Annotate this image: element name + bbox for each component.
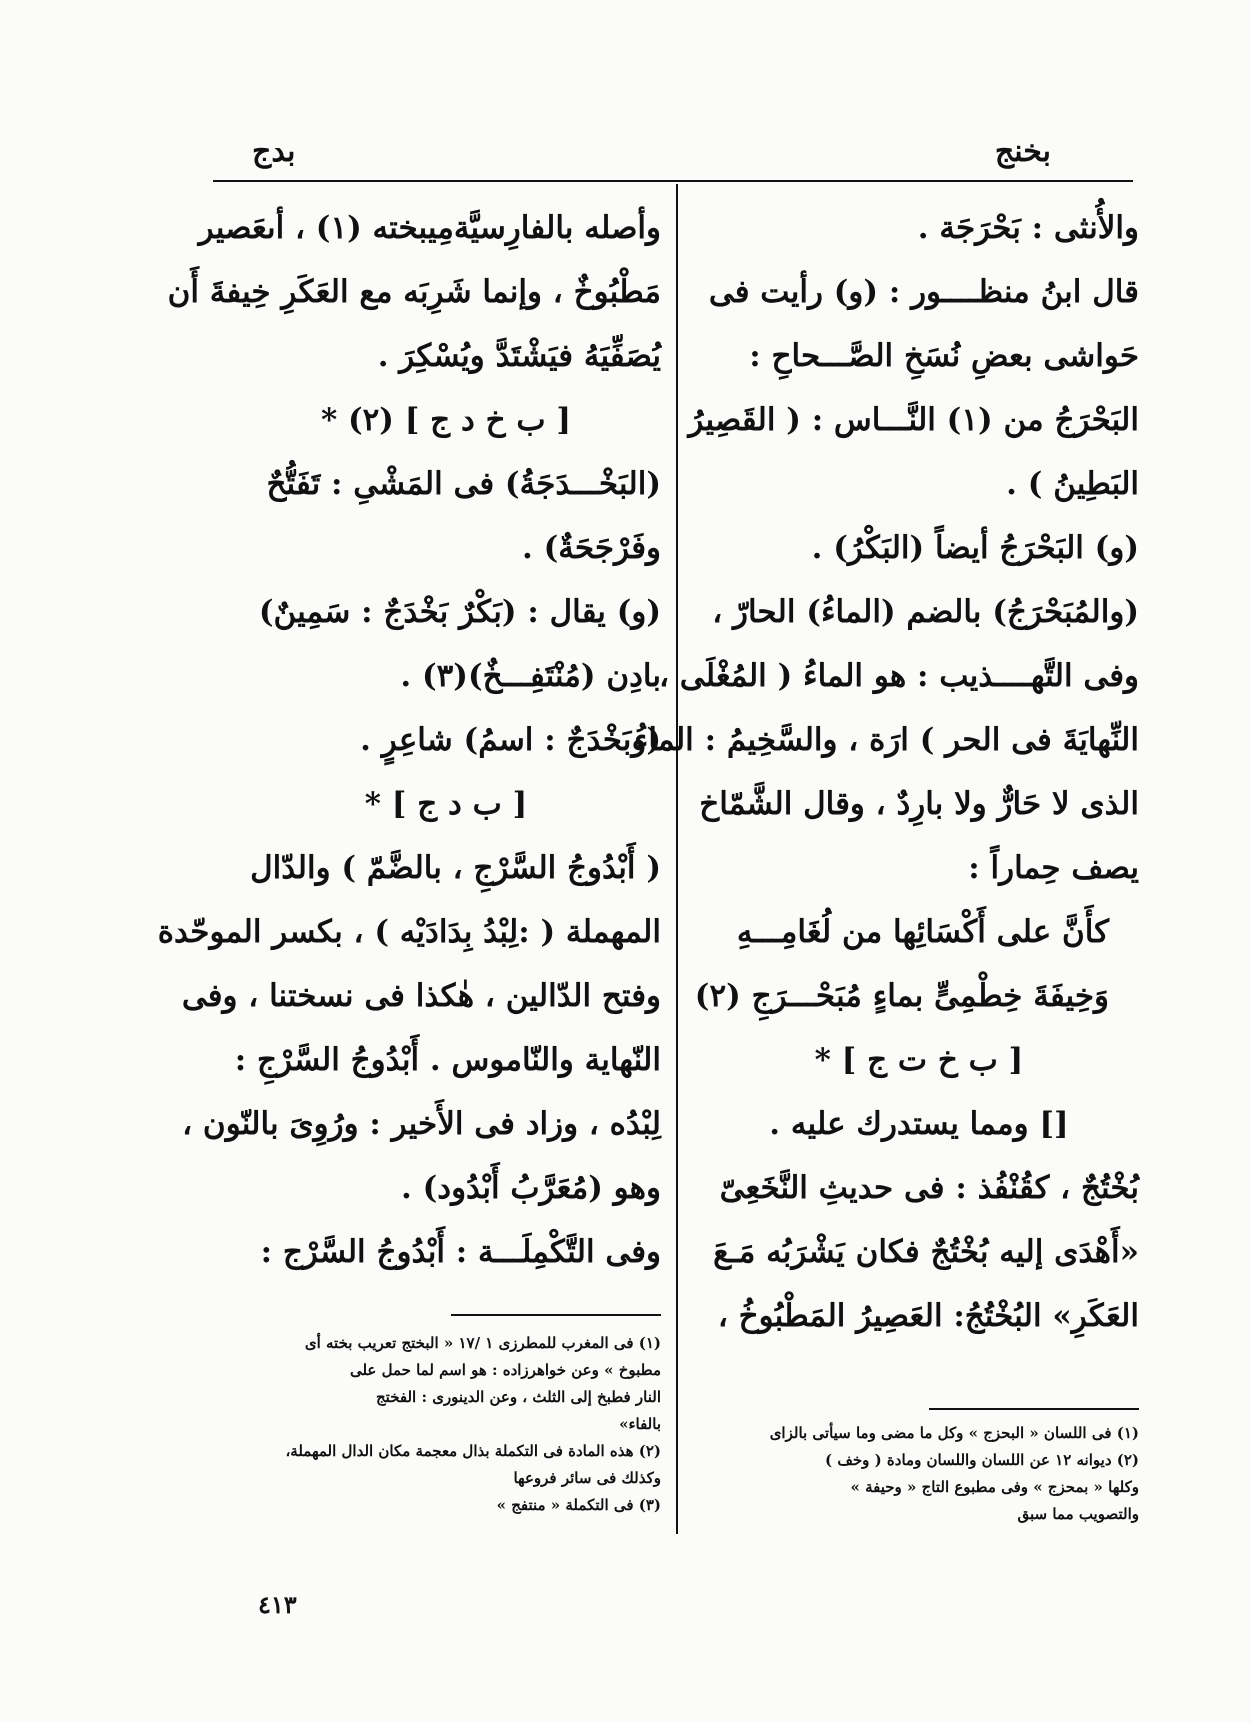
left-column (157, 196, 661, 1284)
text-line: العَكَرِ» البُخْتُجُ: العَصِيرُ المَطْبُوخُ ، (717, 1298, 1139, 1334)
header-rule (213, 180, 1133, 182)
text-line: «أَهْدَى إليه بُخْتُجٌ فكان يَشْرَبُه مَـعَ (713, 1234, 1139, 1270)
text-line: قال ابنُ منظــــور : (و) رأيت فى (708, 274, 1139, 310)
text-line: وفَرْجَحَةٌ) . (522, 530, 661, 566)
footnote-rule-right (929, 1408, 1139, 1410)
footnote-line: والتصويب مما سبق (1017, 1505, 1139, 1523)
column-divider (676, 184, 678, 1534)
text-line: حَواشى بعضِ نُسَخِ الصَّـــحاحِ : (749, 338, 1139, 374)
running-head-right: بخنج (994, 134, 1051, 169)
supplement-note: [] ومما يستدرك عليه . (769, 1106, 1069, 1142)
footnote-line: بالفاء» (619, 1415, 661, 1433)
footnote-line: مطبوخ » وعن خواهرزاده : هو اسم لما حمل على (349, 1361, 661, 1379)
text-line: (وبَخْدَجٌ : اسمُ) شاعِرٍ . (360, 722, 661, 758)
text-line: وفتح الدّالين ، هٰكذا فى نسختنا ، وفى (181, 978, 661, 1014)
text-line: الذى لا حَارٌّ ولا بارِدٌ ، وقال الشَّمّاخ (699, 786, 1139, 822)
text-line: يصف حِماراً : (968, 850, 1139, 886)
text-line: (و) يقال : (بَكْرٌ بَخْدَجٌ : سَمِينٌ) (258, 594, 661, 630)
text-line: وفى التَّهــــذيب : هو الماءُ ( المُغْلَى ، (658, 658, 1139, 694)
entry-heading: [ ب د ج ] * (364, 786, 528, 822)
page-number: ٤١٣ (258, 1590, 297, 1619)
text-line: النِّهايَةَ فى الحر ) ارَة ، والسَّخِيمُ : الماءُ (633, 722, 1139, 758)
text-line: والأُنثى : بَحْرَجَة . (917, 210, 1139, 246)
text-line: وهو (مُعَرَّبُ أَبْدُود) . (401, 1170, 661, 1206)
footnotes-left (231, 1330, 661, 1519)
running-head-left: بدج (252, 134, 296, 169)
footnote-rule-left (451, 1314, 661, 1316)
text-line: (والمُبَحْرَجُ) بالضم (الماءُ) الحارّ ، (712, 594, 1139, 630)
footnote-line: (٣) فى التكملة « منتفج » (496, 1496, 661, 1514)
footnote-line: (٢) هذه المادة فى التكملة بذال معجمة مكان الدال المهملة، (285, 1442, 661, 1460)
footnote-line: وكلها « بمحزج » وفى مطبوع التاج « وحيفة » (850, 1478, 1139, 1496)
verse-line: وَخِيفَةَ خِطْمِىٍّ بماءٍ مُبَحْـــرَجِ (٢) (694, 978, 1109, 1014)
text-line: وأصله بالفارِسيَّةمِيبخته (١) ، أىعَصير (198, 210, 661, 246)
footnote-line: (٢) ديوانه ١٢ عن اللسان واللسان ومادة ( وخف ) (825, 1451, 1139, 1469)
footnote-line: (١) فى اللسان « البحزج » وكل ما مضى وما سيأتى بالزاى (769, 1424, 1139, 1442)
footnote-line: وكذلك فى سائر فروعها (513, 1469, 661, 1487)
entry-heading: [ ب خ د ج ] (٢) * (320, 402, 572, 438)
text-line: (و) البَحْرَجُ أيضاً (البَكْرُ) . (811, 530, 1139, 566)
text-line: يُصَفِّيَهُ فيَشْتَدَّ ويُسْكِرَ . (377, 338, 661, 374)
text-line: بُخْتُجٌ ، كقُنْفُذ : فى حديثِ النَّخَعِىّ (719, 1170, 1139, 1206)
right-column (633, 196, 1139, 1348)
text-line: (البَخْـــدَجَةُ) فى المَشْىِ : تَفَتُّحٌ (266, 466, 661, 502)
text-line: ( أَبْدُوجُ السَّرْجِ ، بالضَّمّ ) والدّال (250, 850, 661, 886)
text-line: المهملة ( :لِبْدُ بِدَادَيْه ) ، بكسر الموحّدة (157, 914, 661, 950)
footnotes-right (699, 1420, 1139, 1528)
verse-line: كأَنَّ على أَكْسَائِها من لُغَامِـــهِ (736, 914, 1109, 950)
text-line: مَطْبُوخٌ ، وإنما شَرِبَه مع العَكَرِ خِيفةَ أَن (167, 274, 661, 310)
footnote-line: (١) فى المغرب للمطرزى ١ /١٧ « البختج تعريب بخته أى (304, 1334, 661, 1352)
text-line: وفى التَّكْمِلَـــة : أَبْدُوجُ السَّرْج : (260, 1234, 661, 1270)
text-line: النّهاية والنّاموس . أَبْدُوجُ السَّرْجِ : (234, 1042, 661, 1078)
text-line: البَحْرَجُ من (١) النَّـــاس : ( القَصِيرُ (688, 402, 1139, 438)
entry-heading: [ ب خ ت ج ] * (814, 1042, 1024, 1078)
footnote-line: النار فطبخ إلى الثلث ، وعن الدينورى : الفختج (376, 1388, 661, 1406)
text-line: البَطِينُ ) . (1006, 466, 1139, 502)
text-line: بادِن (مُنْتَفِـــخٌ)(٣) . (400, 658, 661, 694)
text-line: لِبْدُه ، وزاد فى الأَخير : ورُوِىَ بالنّون ، (182, 1106, 661, 1142)
